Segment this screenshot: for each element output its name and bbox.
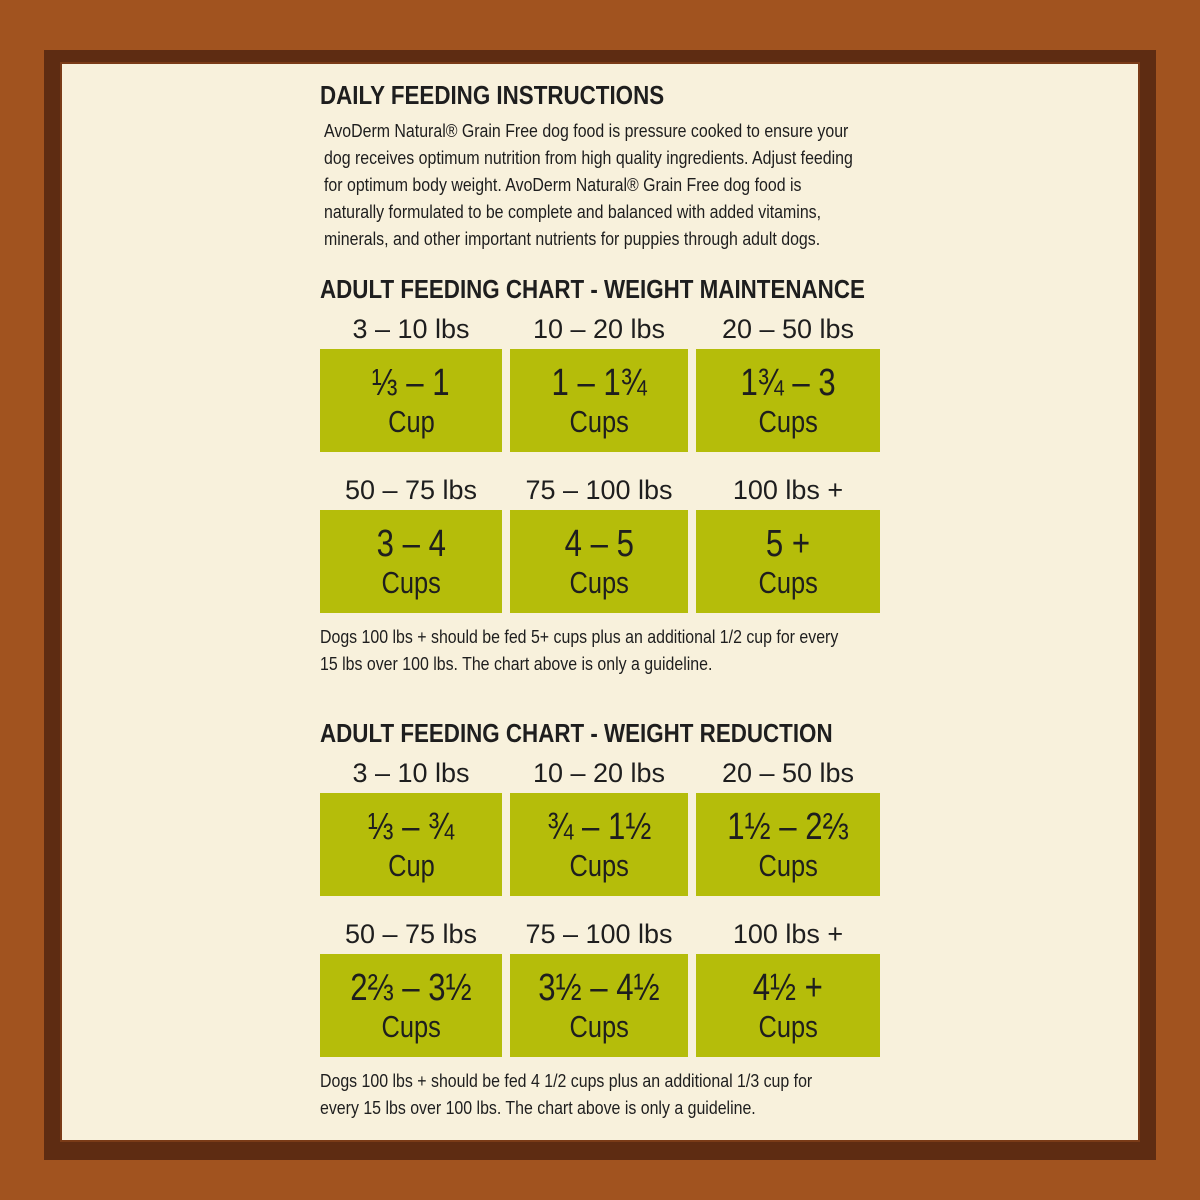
maintenance-section — [320, 274, 890, 696]
daily-title: DAILY FEEDING INSTRUCTIONS — [320, 80, 665, 110]
portion-amount: 1¾ – 3 — [740, 361, 836, 404]
reduction-ranges-row2 — [320, 914, 880, 954]
portion-unit: Cups — [569, 403, 629, 439]
weight-range: 3 – 10 lbs — [352, 758, 470, 788]
weight-range: 20 – 50 lbs — [721, 758, 855, 788]
portion-box — [510, 510, 688, 613]
portion-box — [510, 349, 688, 452]
maintenance-title: ADULT FEEDING CHART - WEIGHT MAINTENANCE — [320, 274, 865, 304]
portion-box — [696, 510, 880, 613]
portion-unit: Cups — [569, 564, 629, 600]
portion-unit: Cups — [758, 847, 818, 883]
weight-range: 50 – 75 lbs — [344, 475, 478, 505]
weight-range: 10 – 20 lbs — [532, 758, 666, 788]
weight-range: 75 – 100 lbs — [525, 475, 673, 505]
reduction-boxes-row2 — [320, 954, 880, 1057]
portion-box — [696, 954, 880, 1057]
portion-box — [320, 793, 502, 896]
portion-amount: ¾ – 1½ — [547, 805, 651, 848]
daily-text: AvoDerm Natural® Grain Free dog food is pressure cooked to ensure your dog receives optimum nutrition from high quality ingredients. Adjust feeding for optimum body weight. AvoDerm Natural® Grain Free dog food is naturally formulated to be complete and balanced with added vitamins, minerals, and other important nutrients for puppies through adult dogs. — [324, 120, 853, 249]
portion-box — [696, 349, 880, 452]
portion-unit: Cups — [569, 847, 629, 883]
portion-amount: 4½ + — [752, 966, 824, 1009]
reduction-ranges-row1 — [320, 753, 880, 793]
portion-amount: 1½ – 2⅔ — [727, 805, 849, 848]
weight-range: 50 – 75 lbs — [344, 919, 478, 949]
portion-amount: 2⅔ – 3½ — [350, 966, 472, 1009]
portion-box — [510, 793, 688, 896]
portion-box — [696, 793, 880, 896]
portion-unit: Cup — [387, 847, 435, 883]
portion-amount: 5 + — [765, 522, 811, 565]
maintenance-boxes-row1 — [320, 349, 880, 452]
portion-amount: ⅓ – ¾ — [367, 805, 455, 848]
portion-amount: 4 – 5 — [564, 522, 634, 565]
weight-range: 10 – 20 lbs — [532, 314, 666, 344]
portion-amount: 3 – 4 — [376, 522, 446, 565]
feeding-instructions — [320, 80, 890, 1118]
weight-range: 20 – 50 lbs — [721, 314, 855, 344]
portion-unit: Cups — [758, 1008, 818, 1044]
maintenance-ranges-row2 — [320, 470, 880, 510]
portion-box — [320, 349, 502, 452]
portion-box — [320, 510, 502, 613]
portion-unit: Cups — [758, 403, 818, 439]
reduction-title: ADULT FEEDING CHART - WEIGHT REDUCTION — [320, 718, 833, 748]
portion-box — [510, 954, 688, 1057]
portion-unit: Cups — [381, 564, 441, 600]
reduction-section — [320, 718, 890, 1140]
portion-unit: Cups — [569, 1008, 629, 1044]
portion-unit: Cups — [758, 564, 818, 600]
reduction-boxes-row1 — [320, 793, 880, 896]
portion-amount: 1 – 1¾ — [551, 361, 647, 404]
weight-range: 3 – 10 lbs — [352, 314, 470, 344]
reduction-note: Dogs 100 lbs + should be fed 4 1/2 cups plus an additional 1/3 cup for every 15 lbs over 100 lbs. The chart above is only a guideline. — [320, 1070, 813, 1118]
weight-range: 75 – 100 lbs — [525, 919, 673, 949]
portion-amount: 3½ – 4½ — [538, 966, 660, 1009]
maintenance-boxes-row2 — [320, 510, 880, 613]
weight-range: 100 lbs + — [732, 475, 844, 505]
portion-unit: Cups — [381, 1008, 441, 1044]
maintenance-ranges-row1 — [320, 309, 880, 349]
portion-amount: ⅓ – 1 — [372, 361, 450, 404]
weight-range: 100 lbs + — [732, 919, 844, 949]
maintenance-note: Dogs 100 lbs + should be fed 5+ cups plus an additional 1/2 cup for every 15 lbs over 100 lbs. The chart above is only a guideline. — [320, 626, 839, 674]
portion-box — [320, 954, 502, 1057]
portion-unit: Cup — [387, 403, 435, 439]
